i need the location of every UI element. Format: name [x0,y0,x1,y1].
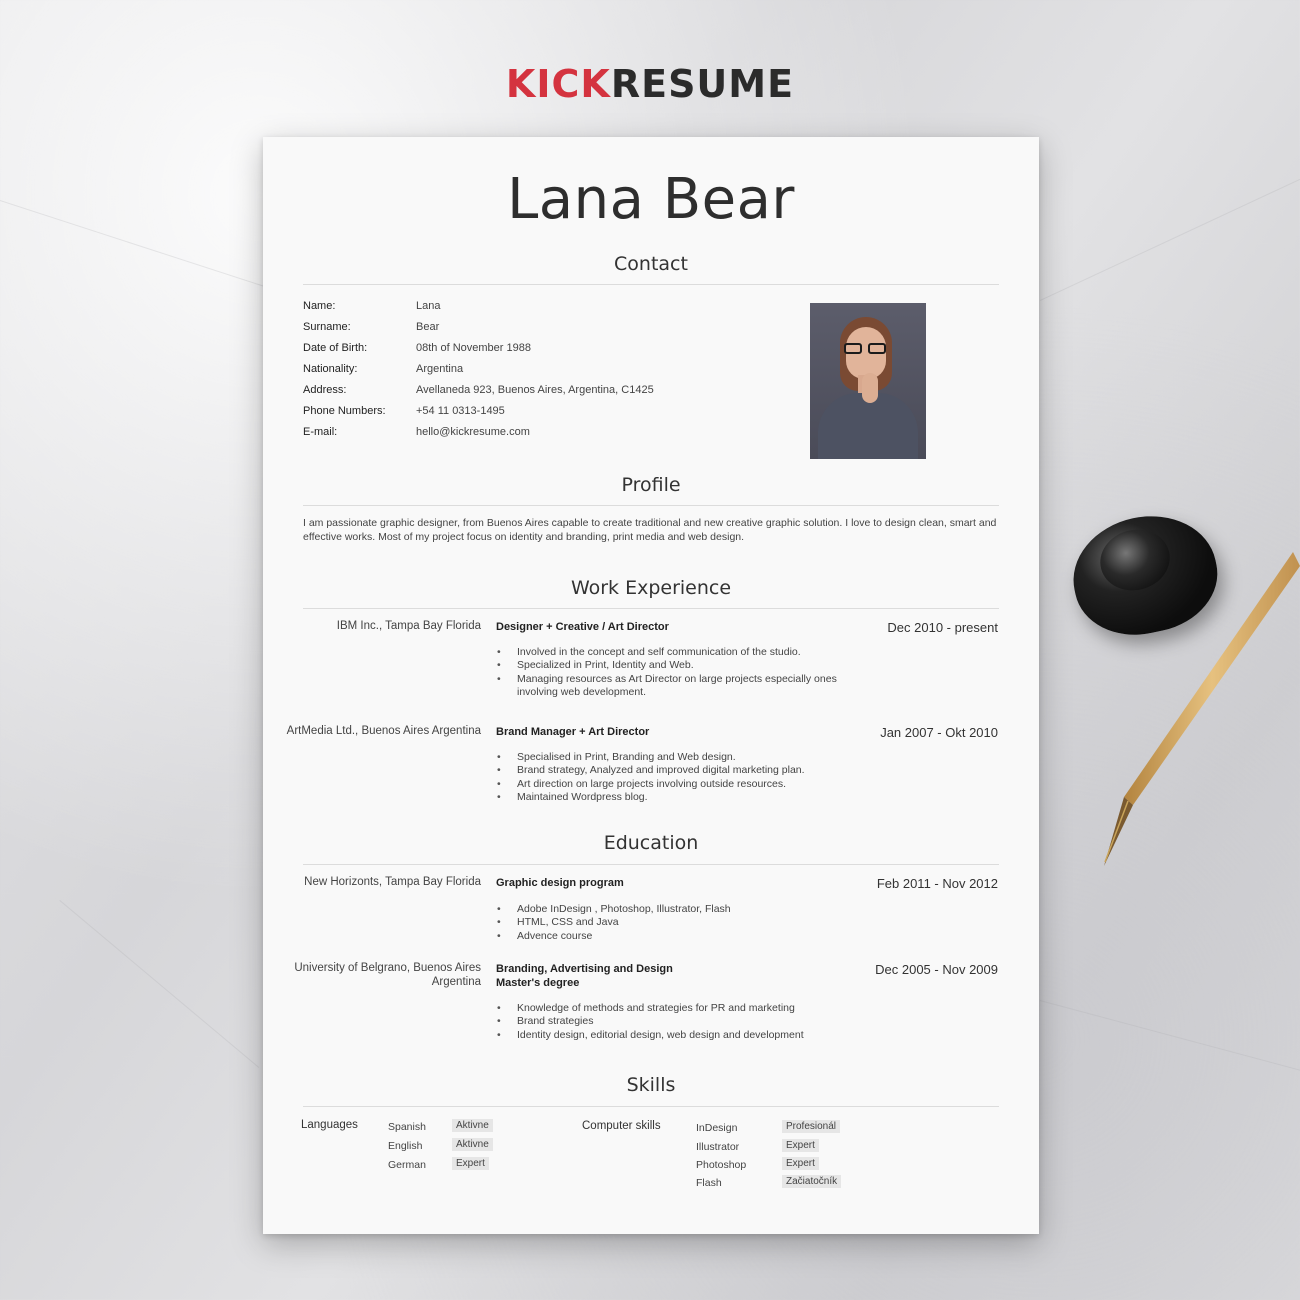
skill-name: Photoshop [696,1159,747,1171]
skill-level: Začiatočník [782,1175,841,1188]
logo-resume: RESUME [610,62,795,106]
education-date: Feb 2011 - Nov 2012 [876,876,998,891]
skill-name: Flash [696,1177,722,1189]
bullet-item: • HTML, CSS and Java [496,916,856,929]
education-date: Dec 2005 - Nov 2009 [875,962,998,977]
contact-label: Phone Numbers: [303,405,386,417]
bullet-item: • Specialised in Print, Branding and Web design. [496,751,856,764]
skill-level: Expert [452,1157,489,1170]
skill-name: InDesign [696,1122,738,1134]
contact-value: Lana [416,300,441,312]
section-title-work: Work Experience [570,577,732,599]
bullet-item: • Involved in the concept and self communication of the studio. [496,646,856,659]
skill-level: Aktivne [452,1138,493,1151]
work-date: Dec 2010 - present [887,620,998,635]
contact-value: +54 11 0313-1495 [416,405,505,417]
logo-kick: KICK [505,62,611,106]
bullet-item: • Specialized in Print, Identity and Web. [496,659,856,672]
contact-value: 08th of November 1988 [416,342,531,354]
education-title: Branding, Advertising and Design Master's degree [496,963,673,989]
bullet-item: • Brand strategy, Analyzed and improved digital marketing plan. [496,764,856,777]
work-title: Brand Manager + Art Director [496,726,650,738]
skill-level: Aktivne [452,1119,493,1132]
skill-level: Expert [782,1157,819,1170]
work-org: ArtMedia Ltd., Buenos Aires Argentina [286,725,481,737]
contact-label: E-mail: [303,426,338,438]
section-title-education: Education [603,832,699,854]
skill-level: Expert [782,1139,819,1152]
bullet-item: • Knowledge of methods and strategies for PR and marketing [496,1002,856,1015]
bullet-item: • Managing resources as Art Director on large projects especially ones involving web development. [496,673,856,700]
email-link[interactable]: hello@kickresume.com [416,426,530,438]
contact-label: Surname: [303,321,351,333]
education-org: University of Belgrano, Buenos Aires Argentina [294,962,481,988]
skill-name: Spanish [388,1121,426,1133]
bullet-item: • Brand strategies [496,1015,856,1028]
skill-name: German [388,1159,426,1171]
contact-value: Avellaneda 923, Buenos Aires, Argentina, C1425 [416,384,654,396]
section-title-skills: Skills [626,1074,676,1096]
contact-value: Bear [416,321,440,333]
work-org: IBM Inc., Tampa Bay Florida [336,620,481,632]
contact-label: Name: [303,300,336,312]
section-title-profile: Profile [621,474,681,496]
contact-label: Date of Birth: [303,342,368,354]
contact-label: Address: [303,384,347,396]
contact-label: Nationality: [303,363,358,375]
skill-level: Profesionál [782,1120,840,1133]
bullet-item: • Maintained Wordpress blog. [496,791,856,804]
skill-name: Illustrator [696,1141,740,1153]
skills-computer-label: Computer skills [582,1120,661,1132]
bullet-item: • Advence course [496,930,856,943]
bullet-item: • Art direction on large projects involving outside resources. [496,778,856,791]
skill-name: English [388,1140,423,1152]
work-title: Designer + Creative / Art Director [496,621,669,633]
work-date: Jan 2007 - Okt 2010 [880,725,998,740]
profile-text: I am passionate graphic designer, from Buenos Aires capable to create traditional and new creative graphic solution. I love to design clean, smart and effective works. Most of my project focus on identity and branding, print media and web design. [303,517,997,543]
section-title-contact: Contact [614,253,688,275]
bullet-item: • Adobe InDesign , Photoshop, Illustrator, Flash [496,903,856,916]
candidate-name: Lana Bear [507,167,795,232]
skills-languages-label: Languages [301,1119,358,1131]
education-org: New Horizonts, Tampa Bay Florida [304,876,481,888]
education-title: Graphic design program [496,877,624,889]
bullet-item: • Identity design, editorial design, web design and development [496,1029,856,1042]
contact-value: Argentina [416,363,464,375]
